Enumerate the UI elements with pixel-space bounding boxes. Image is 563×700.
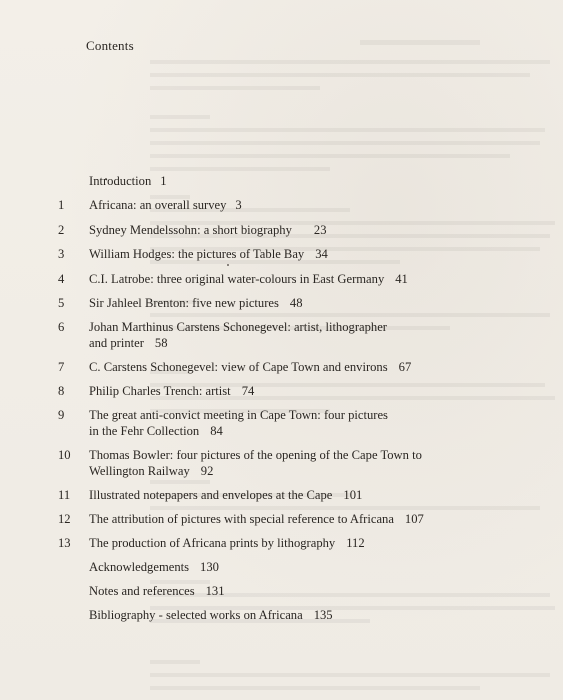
toc-entry-chapter-9	[89, 407, 388, 424]
toc-entry-title-continued: Wellington Railway	[89, 464, 190, 478]
toc-entry-chapter-7	[89, 359, 411, 376]
toc-entry-title: Bibliography - selected works on Africana	[89, 608, 303, 622]
toc-entry-title: C. Carstens Schonegevel: view of Cape Town and environs	[89, 360, 388, 374]
chapter-number: 8	[58, 384, 65, 398]
chapter-number: 4	[58, 272, 65, 286]
toc-entry-title: Sydney Mendelssohn: a short biography	[89, 223, 292, 237]
toc-entry-page: 112	[346, 536, 365, 550]
toc-entry-page: 135	[313, 608, 333, 622]
toc-entry-chapter-4	[89, 271, 408, 288]
toc-entry-title: William Hodges: the pictures of Table Bay	[89, 247, 305, 261]
chapter-number: 1	[58, 198, 65, 212]
chapter-number: 11	[58, 488, 71, 502]
chapter-number: 5	[58, 296, 65, 310]
toc-entry-page: 92	[200, 464, 214, 478]
toc-entry-chapter-5	[89, 295, 303, 312]
chapter-number: 12	[58, 512, 71, 526]
toc-entry-page: 131	[205, 584, 225, 598]
toc-entry-title-continued: and printer	[89, 336, 144, 350]
chapter-number: 2	[58, 223, 65, 237]
chapter-number: 13	[58, 536, 71, 550]
toc-entry-title: Acknowledgements	[89, 560, 190, 574]
toc-entry-chapter-1	[89, 197, 242, 214]
toc-entry-page: 34	[315, 247, 328, 261]
toc-entry-acknowledgements	[89, 559, 219, 576]
toc-entry-chapter-6	[89, 319, 387, 336]
toc-entry-chapter-9-continued	[89, 423, 223, 440]
toc-entry-title: The attribution of pictures with special reference to Africana	[89, 512, 394, 526]
toc-entry-chapter-3	[89, 246, 328, 263]
toc-entry-title-continued: in the Fehr Collection	[89, 424, 200, 438]
toc-entry-title: Africana: an overall survey	[89, 198, 227, 212]
chapter-number: 9	[58, 408, 65, 422]
toc-entry-page: 67	[398, 360, 412, 374]
paper-speck	[227, 264, 229, 266]
toc-entry-page: 84	[210, 424, 223, 438]
toc-entry-page: 101	[343, 488, 363, 502]
toc-entry-chapter-8	[89, 383, 254, 400]
toc-entry-page: 107	[404, 512, 424, 526]
toc-entry-page: 23	[313, 223, 327, 237]
toc-entry-bibliography	[89, 607, 333, 624]
toc-entry-page: 130	[200, 560, 219, 574]
toc-entry-page: 41	[395, 272, 408, 286]
toc-entry-chapter-10	[89, 447, 422, 464]
toc-entry-title: Johan Marthinus Carstens Schonegevel: artist, lithographer	[89, 320, 387, 334]
toc-entry-title: Introduction	[89, 174, 152, 188]
toc-entry-title: The production of Africana prints by lithography	[89, 536, 336, 550]
toc-entry-page: 48	[289, 296, 303, 310]
toc-entry-chapter-6-continued	[89, 335, 168, 352]
toc-entry-chapter-12	[89, 511, 424, 528]
toc-entry-title: C.I. Latrobe: three original water-colours in East Germany	[89, 272, 385, 286]
chapter-number: 6	[58, 320, 65, 334]
toc-entry-page: 58	[154, 336, 168, 350]
toc-entry-chapter-2	[89, 222, 326, 239]
toc-entry-chapter-10-continued	[89, 463, 213, 480]
toc-entry-chapter-13	[89, 535, 365, 552]
toc-entry-title: Thomas Bowler: four pictures of the opening of the Cape Town to	[89, 448, 422, 462]
chapter-number: 10	[58, 448, 71, 462]
toc-entry-title: The great anti-convict meeting in Cape Town: four pictures	[89, 408, 388, 422]
contents-heading: Contents	[86, 38, 134, 53]
toc-entry-title: Sir Jahleel Brenton: five new pictures	[89, 296, 279, 310]
toc-entry-chapter-11	[89, 487, 362, 504]
toc-entry-title: Notes and references	[89, 584, 195, 598]
toc-entry-page: 3	[235, 198, 242, 212]
toc-entry-title: Philip Charles Trench: artist	[89, 384, 231, 398]
toc-entry-notes-and-references	[89, 583, 224, 600]
toc-entry-introduction	[89, 173, 167, 190]
toc-entry-page: 1	[160, 174, 167, 188]
chapter-number: 3	[58, 247, 65, 261]
toc-entry-title: Illustrated notepapers and envelopes at the Cape	[89, 488, 333, 502]
chapter-number: 7	[58, 360, 65, 374]
toc-entry-page: 74	[241, 384, 255, 398]
